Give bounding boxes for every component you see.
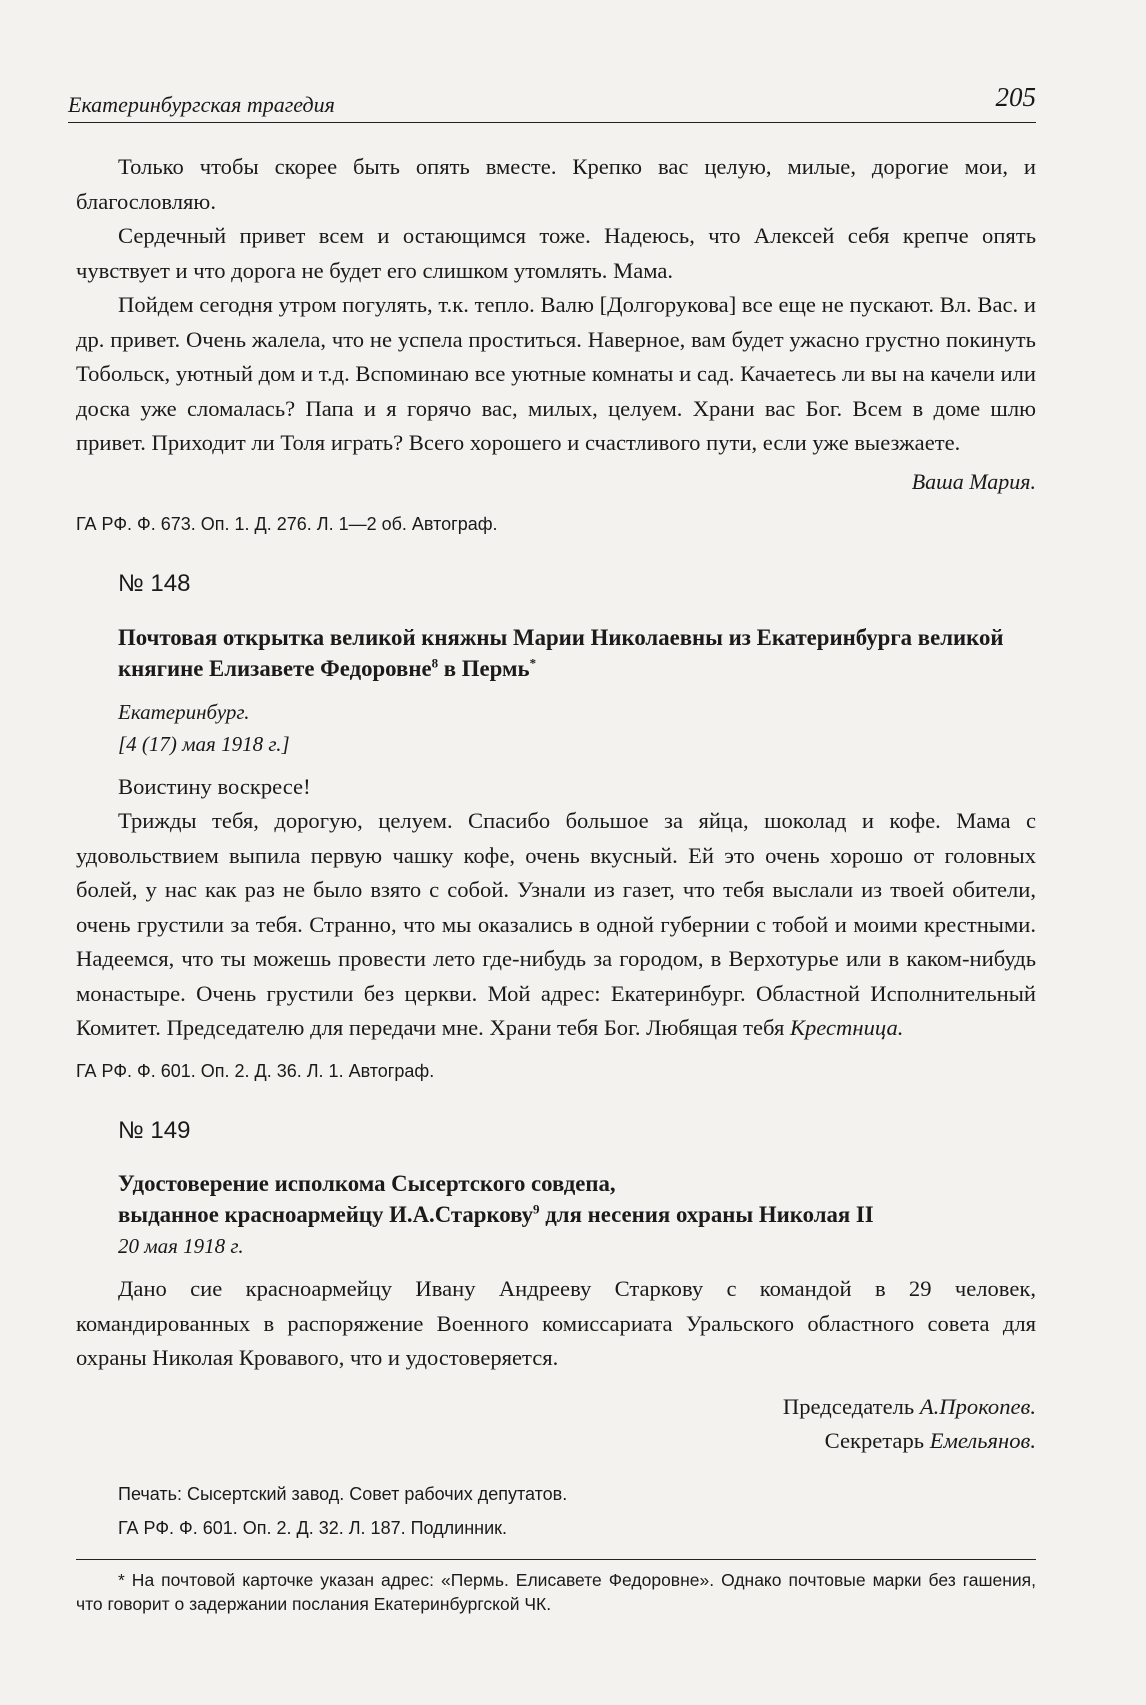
- document-title-148: [118, 622, 1036, 684]
- chairman-line: [76, 1390, 1036, 1425]
- title-148-end: в Пермь: [438, 655, 530, 681]
- footnote: [76, 1568, 1036, 1616]
- secretary-label: Секретарь: [824, 1428, 930, 1453]
- footnote-mark: *: [118, 1569, 125, 1590]
- document-title-149: [118, 1168, 1036, 1230]
- certificate-stamp: Печать: Сысертский завод. Совет рабочих депутатов.: [118, 1483, 568, 1504]
- document-number-148: № 148: [118, 570, 191, 597]
- footnote-rule: [76, 1559, 1036, 1560]
- postcard-body: [76, 804, 1036, 1046]
- page-number: 205: [995, 82, 1036, 112]
- letter-paragraph-2: Сердечный привет всем и остающимся тоже. Надеюсь, что Алексей себя крепче опять чувствует и что дорога не будет его слишком утомлять. Мама.: [76, 223, 1036, 283]
- footnote-text: На почтовой карточке указан адрес: «Пермь. Елисавете Федоровне». Однако почтовые марки без гашения, что говорит о задержании послания Екатеринбургской ЧК.: [76, 1569, 1036, 1614]
- document-source-148: ГА РФ. Ф. 601. Оп. 2. Д. 36. Л. 1. Автограф.: [76, 1060, 435, 1081]
- postcard-greeting: Воистину воскресе!: [118, 773, 311, 799]
- document-date-148: [4 (17) мая 1918 г.]: [118, 731, 290, 756]
- certificate-body: Дано сие красноармейцу Ивану Андрееву Старкову с командой в 29 человек, командированных в распоряжение Военного комиссариата Уральского областного совета для охраны Николая Кровавого, что и удостоверяется.: [76, 1276, 1036, 1370]
- title-149-line-2-end: для несения охраны Николая II: [539, 1202, 874, 1227]
- running-title: Екатеринбургская трагедия: [68, 92, 335, 117]
- title-148-text: Почтовая открытка великой княжны Марии Николаевны из Екатеринбурга великой княгине Елизавете Федоровне: [118, 624, 1004, 681]
- footnote-ref-8: 8: [431, 654, 439, 670]
- document-source-149: ГА РФ. Ф. 601. Оп. 2. Д. 32. Л. 187. Подлинник.: [118, 1517, 508, 1538]
- running-header: [68, 82, 1036, 123]
- letter-paragraph-3: Пойдем сегодня утром погулять, т.к. тепло. Валю [Долгорукова] все еще не пускают. Вл. Вас. и др. привет. Очень жалела, что не успела проститься. Наверное, вам будет ужасно грустно покинуть Тобольск, уютный дом и т.д. Вспоминаю все уютные комнаты и сад. Качаетесь ли вы на качели или доска уже сломалась? Папа и я горячо вас, милых, целуем. Храни вас Бог. Всем в доме шлю привет. Приходит ли Толя играть? Всего хорошего и счастливого пути, если уже выезжаете.: [76, 292, 1036, 455]
- secretary-name: Емельянов.: [929, 1428, 1036, 1453]
- letter-signature: Ваша Мария.: [911, 468, 1036, 494]
- secretary-line: [76, 1424, 1036, 1459]
- document-date-149: 20 мая 1918 г.: [118, 1234, 244, 1258]
- page-content: [76, 150, 1036, 1616]
- title-149-line-2: выданное красноармейцу И.А.Старкову: [118, 1202, 534, 1227]
- letter-paragraph-1: Только чтобы скорее быть опять вместе. Крепко вас целую, милые, дорогие мои, и благословляю.: [76, 154, 1036, 214]
- letter-source: ГА РФ. Ф. 673. Оп. 1. Д. 276. Л. 1—2 об. Автограф.: [76, 514, 498, 534]
- footnote-ref-star: *: [529, 654, 537, 670]
- title-149-line-1: Удостоверение исполкома Сысертского совдепа,: [118, 1171, 616, 1196]
- postcard-body-text: Трижды тебя, дорогую, целуем. Спасибо большое за яйца, шоколад и кофе. Мама с удовольствием выпила первую чашку кофе, очень вкусный. Ей это очень хорошо от головных болей, у нас как раз не было взято с собой. Узнали из газет, что тебя выслали из твоей обители, очень грустили за тебя. Странно, что мы оказались в одной губернии с тобой и моими крестными. Надеемся, что ты можешь провести лето где-нибудь за городом, в Верхотурье или в каком-нибудь монастыре. Очень грустили без церкви. Мой адрес: Екатеринбург. Областной Исполнительный Комитет. Председателю для передачи мне. Храни тебя Бог. Любящая тебя: [76, 808, 1036, 1040]
- document-place-148: Екатеринбург.: [118, 699, 250, 724]
- chairman-name: А.Прокопев.: [919, 1393, 1036, 1419]
- footnote-ref-9: 9: [533, 1201, 540, 1217]
- document-number-149: № 149: [118, 1116, 191, 1144]
- chairman-label: Председатель: [782, 1393, 920, 1419]
- postcard-signature: Крестница.: [789, 1015, 904, 1040]
